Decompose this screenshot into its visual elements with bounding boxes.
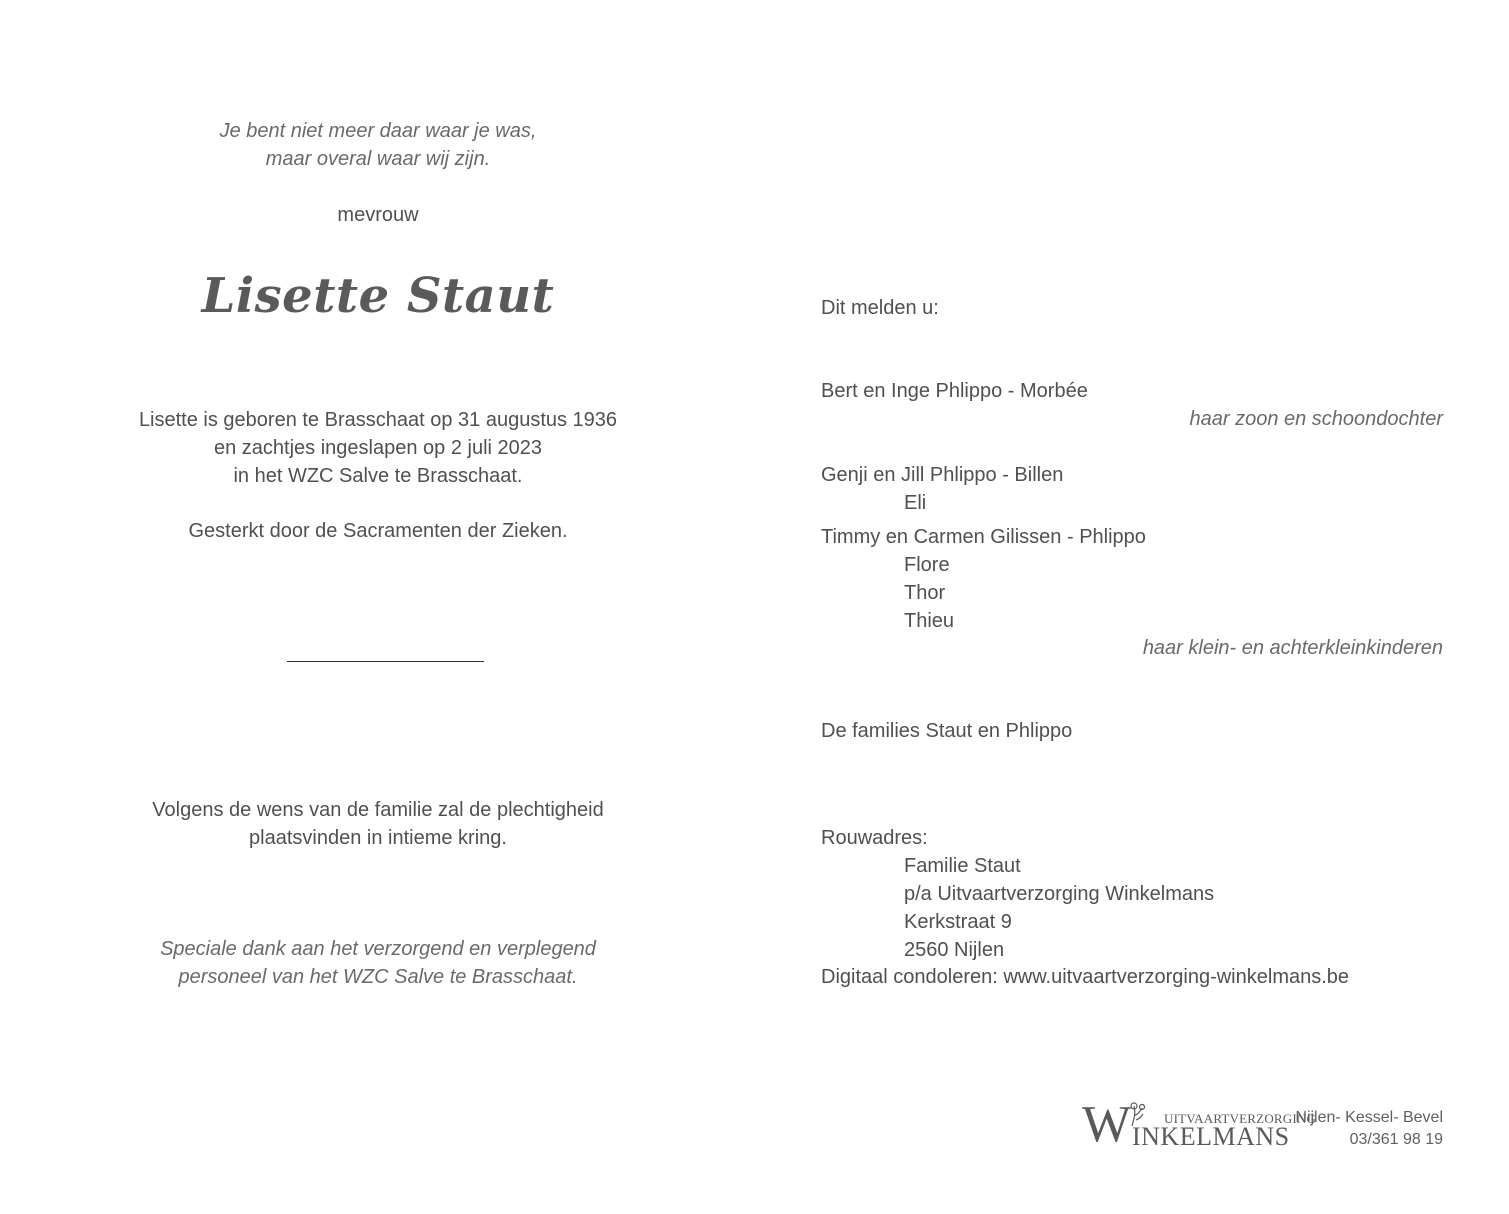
family-2-child: Eli (904, 492, 927, 514)
grandchildren-relation: haar klein- en achterkleinkinderen (1142, 637, 1443, 659)
bio-line-3: in het WZC Salve te Brasschaat. (233, 465, 523, 487)
family-1-relation: haar zoon en schoondochter (1189, 408, 1443, 430)
thanks-line-2: personeel van het WZC Salve te Brasschaat. (178, 966, 578, 988)
footer-phone: 03/361 98 19 (1349, 1131, 1443, 1148)
sacraments-text: Gesterkt door de Sacramenten der Zieken. (188, 520, 568, 542)
family-3-child: Thieu (904, 610, 955, 632)
title: mevrouw (337, 204, 419, 226)
bio-line-1: Lisette is geboren te Brasschaat op 31 augustus 1936 (138, 409, 618, 431)
footer-locations: Nijlen- Kessel- Bevel (1295, 1109, 1443, 1126)
quote-line-2: maar overal waar wij zijn. (265, 148, 491, 170)
family-1: Bert en Inge Phlippo - Morbée (821, 380, 1088, 402)
family-3-child: Flore (904, 554, 950, 576)
thanks-line-1: Speciale dank aan het verzorgend en verplegend (160, 938, 596, 960)
bio-line-2: en zachtjes ingeslapen op 2 juli 2023 (213, 437, 543, 459)
family-2: Genji en Jill Phlippo - Billen (821, 464, 1064, 486)
intro-text: Dit melden u: (821, 297, 939, 319)
ceremony-line-2: plaatsvinden in intieme kring. (249, 827, 507, 849)
ceremony-line-1: Volgens de wens van de familie zal de plechtigheid (152, 799, 604, 821)
address-line: Kerkstraat 9 (904, 911, 1012, 933)
condolences-text: Digitaal condoleren: www.uitvaartverzorging-winkelmans.be (821, 966, 1350, 988)
address-line: 2560 Nijlen (904, 939, 1005, 961)
quote-line-1: Je bent niet meer daar waar je was, (219, 120, 537, 142)
family-3: Timmy en Carmen Gilissen - Phlippo (821, 526, 1146, 548)
address-line: p/a Uitvaartverzorging Winkelmans (904, 883, 1215, 905)
family-3-child: Thor (904, 582, 946, 604)
families-text: De families Staut en Phlippo (821, 720, 1073, 742)
deceased-name: Lisette Staut (201, 268, 555, 324)
logo-bottom-text: INKELMANS (1132, 1122, 1290, 1151)
winkelmans-logo (1082, 1096, 1317, 1153)
logo-letter: W (1082, 1096, 1132, 1153)
logo-top-text: UITVAARTVERZORGING (1164, 1111, 1317, 1126)
divider-line (287, 661, 484, 662)
address-line: Familie Staut (904, 855, 1021, 877)
address-label: Rouwadres: (821, 827, 928, 849)
